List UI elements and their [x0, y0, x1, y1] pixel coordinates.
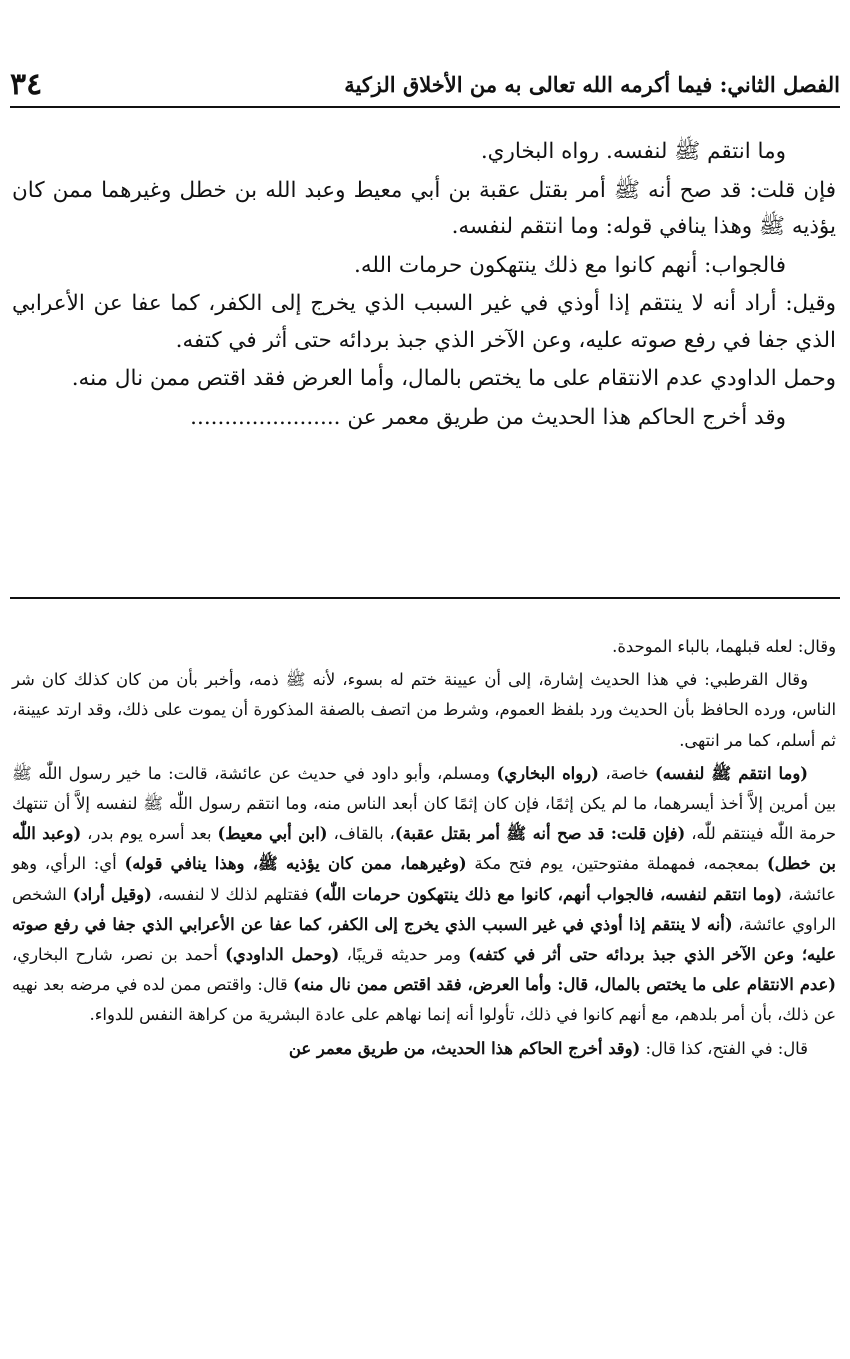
quoted-matn: (وقيل أراد): [72, 884, 152, 904]
matn-paragraph: فإن قلت: قد صح أنه ﷺ أمر بقتل عقبة بن أبي معيط وعبد الله بن خطل وغيرهما ممن كان يؤذيه ﷺ وهذا ينافي قوله: وما انتقم لنفسه.: [12, 177, 836, 239]
commentary-paragraph: [12, 759, 836, 1031]
commentary-span: قال: واقتص ممن لده في مرضه بعد نهيه عن ذلك، بأن أمر بلدهم، مع أنهم كانوا في ذلك، تأولوا أنه إنما نهاهم على عادة البشرية من كراهة النفس للدواء.: [12, 975, 836, 1025]
matn-paragraph: وما انتقم ﷺ لنفسه. رواه البخاري.: [480, 139, 786, 164]
matn-paragraph: فالجواب: أنهم كانوا مع ذلك ينتهكون حرمات الله.: [354, 252, 786, 278]
matn-paragraph: وقيل: أراد أنه لا ينتقم إذا أوذي في غير السبب الذي يخرج إلى الكفر، كما عفا عن الأعرابي الذي جفا في رفع صوته عليه، وعن الآخر الذي جبذ بردائه حتى أثر في كتفه.: [12, 291, 836, 353]
commentary-span: أحمد بن نصر، شارح البخاري،: [12, 945, 226, 965]
chapter-title: الفصل الثاني: فيما أكرمه الله تعالى به من الأخلاق الزكية: [344, 71, 840, 97]
commentary-span: الشخص الراوي عائشة،: [12, 884, 836, 934]
commentary-span: بعد أسره يوم بدر،: [81, 824, 218, 844]
page-number: ٣٤: [10, 66, 43, 102]
matn-paragraph: وقد أخرج الحاكم هذا الحديث من طريق معمر عن ......................: [190, 404, 786, 430]
commentary-paragraph: وقال القرطبي: في هذا الحديث إشارة، إلى أن عيينة ختم له بسوء، لأنه ﷺ ذمه، وأخبر بأن من كان كذلك كان شر الناس، ورده الحافظ بأن الحديث ورد بلفظ العموم، وشرط من اتصف بالصفة المذكورة أن يموت على ذلك، وقد ارتد عيينة، ثم أسلم، كما مر انتهى.: [12, 670, 836, 750]
text-divider: [10, 597, 840, 599]
quoted-matn: (ابن أبي معيط): [217, 824, 328, 844]
quoted-matn: (عدم الانتقام على ما يختص بالمال، قال: وأما العرض، فقد اقتص ممن نال منه): [293, 975, 837, 995]
quoted-matn: (وعبد اللّٰه بن خطل): [12, 824, 836, 874]
quoted-matn: (فإن قلت: قد صح أنه ﷺ أمر بقتل عقبة): [394, 824, 686, 844]
quoted-matn: (وما انتقم ﷺ لنفسه): [655, 763, 808, 783]
commentary-span: أي: الرأي، وهو عائشة،: [12, 854, 836, 904]
commentary-span: قال: في الفتح، كذا قال:: [640, 1038, 808, 1058]
commentary-span: خاصة،: [598, 763, 656, 783]
main-text: [12, 134, 836, 438]
quoted-matn: (وحمل الداودي): [225, 945, 340, 965]
commentary-paragraph: [12, 1034, 836, 1064]
quoted-matn: (أنه لا ينتقم إذا أوذي في غير السبب الذي يخرج إلى الكفر، كما عفا عن الأعرابي الذي جفا في رفع صوته عليه؛ وعن الآخر الذي جبذ بردائه حتى أثر في كتفه): [12, 914, 837, 965]
commentary-span: فقتلهم لذلك لا لنفسه،: [151, 884, 315, 904]
page-header: [10, 62, 840, 108]
commentary-text: [12, 632, 836, 1067]
quoted-matn: (وقد أخرج الحاكم هذا الحديث، من طريق معمر عن: [288, 1038, 641, 1058]
commentary-span: ومسلم، وأبو داود في حديث عن عائشة، قالت: ما خير رسول اللّٰه ﷺ بين أمرين إلاَّ أخذ أيسرهما، ما لم يكن إثمًا، فإن كان إثمًا كان أبعد الناس منه، وما انتقم رسول اللّٰه ﷺ لنفسه إلاَّ أن تنتهك حرمة اللّٰه فينتقم للّٰه،: [12, 763, 837, 844]
commentary-span: ، بالقاف،: [327, 824, 395, 844]
commentary-span: ومر حديثه قريبًا،: [339, 945, 469, 965]
commentary-paragraph: وقال: لعله قبلهما، بالباء الموحدة.: [612, 637, 836, 656]
quoted-matn: (وغيرهما، ممن كان يؤذيه ﷺ، وهذا ينافي قوله): [124, 854, 467, 874]
matn-paragraph: وحمل الداودي عدم الانتقام على ما يختص بالمال، وأما العرض فقد اقتص ممن نال منه.: [71, 366, 836, 391]
commentary-span: بمعجمه، فمهملة مفتوحتين، يوم فتح مكة: [466, 854, 767, 874]
quoted-matn: (وما انتقم لنفسه، فالجواب أنهم، كانوا مع ذلك ينتهكون حرمات اللّٰه): [314, 884, 783, 904]
quoted-matn: (رواه البخاري): [496, 763, 599, 783]
